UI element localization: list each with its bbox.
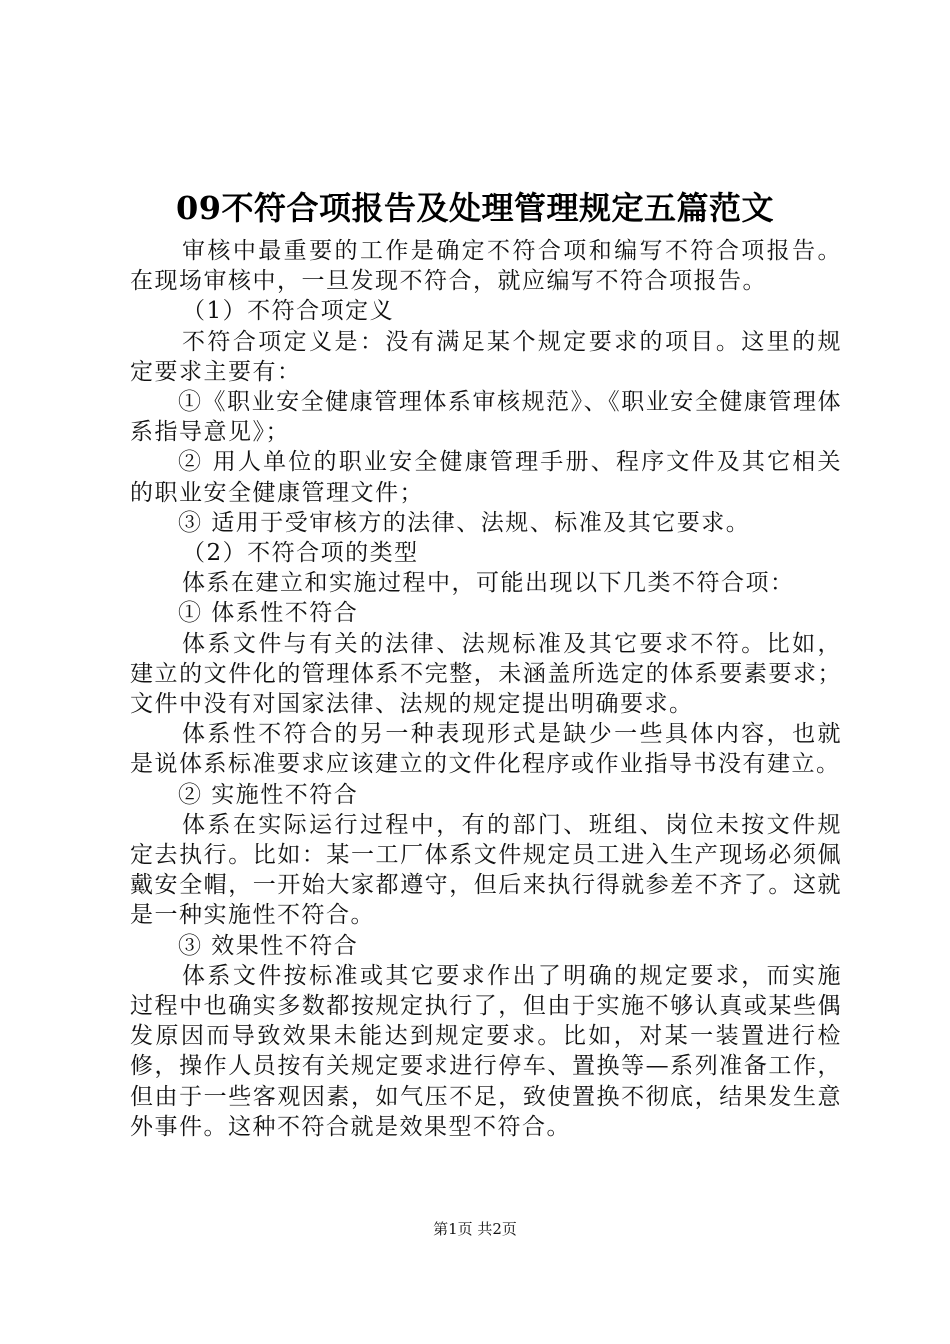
list-item-requirement-1: ①《职业安全健康管理体系审核规范》、《职业安全健康管理体系指导意见》； — [130, 389, 842, 446]
document-body — [130, 236, 842, 1142]
paragraph-definition: 不符合项定义是：没有满足某个规定要求的项目。这里的规定要求主要有： — [130, 328, 842, 385]
paragraph-system-nonconformity-2: 体系性不符合的另一种表现形式是缺少一些具体内容，也就是说体系标准要求应该建立的文件化程序或作业指导书没有建立。 — [130, 721, 842, 778]
subheading-effectiveness-nonconformity: ③ 效果性不符合 — [178, 932, 359, 959]
list-item-requirement-3: ③ 适用于受审核方的法律、法规、标准及其它要求。 — [178, 509, 751, 536]
paragraph-effectiveness-nonconformity: 体系文件按标准或其它要求作出了明确的规定要求，而实施过程中也确实多数都按规定执行了，但由于实施不够认真或某些偶发原因而导致效果未能达到规定要求。比如，对某一装置进行检修，操作人员按有关规定要求进行停车、置换等—系列准备工作，但由于一些客观因素，如气压不足，致使置换不彻底，结果发生意外事件。这种不符合就是效果型不符合。 — [130, 962, 842, 1140]
paragraph-system-nonconformity: 体系文件与有关的法律、法规标准及其它要求不符。比如，建立的文件化的管理体系不完整，未涵盖所选定的体系要素要求；文件中没有对国家法律、法规的规定提出明确要求。 — [130, 630, 842, 718]
paragraph-intro: 审核中最重要的工作是确定不符合项和编写不符合项报告。在现场审核中，一旦发现不符合，就应编写不符合项报告。 — [130, 238, 842, 295]
list-item-requirement-2: ② 用人单位的职业安全健康管理手册、程序文件及其它相关的职业安全健康管理文件； — [130, 449, 842, 506]
page-number: 第1页 共2页 — [433, 1220, 517, 1238]
document-title: 09不符合项报告及处理管理规定五篇范文 — [175, 189, 775, 227]
paragraph-implementation-nonconformity: 体系在实际运行过程中，有的部门、班组、岗位未按文件规定去执行。比如：某一工厂体系文件规定员工进入生产现场必须佩戴安全帽，一开始大家都遵守，但后来执行得就参差不齐了。这就是一种实施性不符合。 — [130, 811, 842, 929]
paragraph-types-intro: 体系在建立和实施过程中，可能出现以下几类不符合项： — [182, 570, 795, 597]
section-heading-types: （2）不符合项的类型 — [182, 540, 419, 567]
section-heading-definition: （1）不符合项定义 — [182, 298, 395, 325]
subheading-system-nonconformity: ① 体系性不符合 — [178, 600, 359, 627]
subheading-implementation-nonconformity: ② 实施性不符合 — [178, 781, 359, 808]
